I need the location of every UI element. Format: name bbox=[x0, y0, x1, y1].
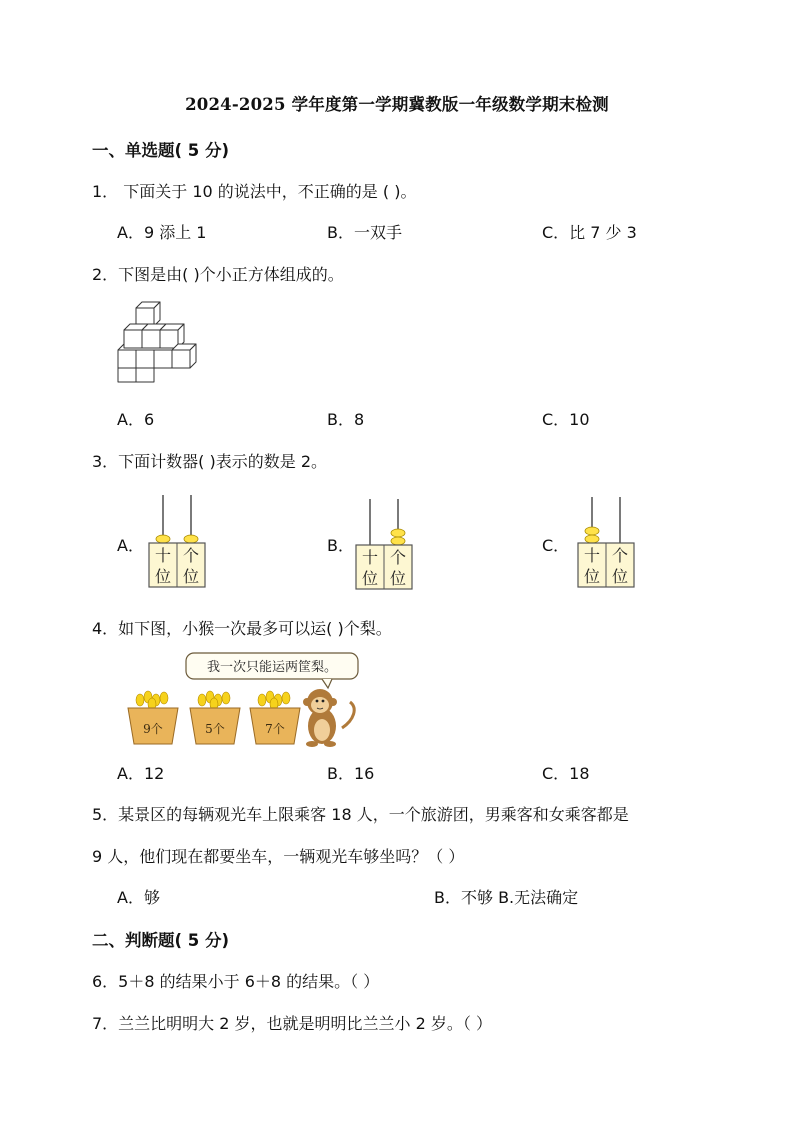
question-5-line-2: 9 人，他们现在都要坐车，一辆观光车够坐吗？（ ） bbox=[92, 847, 465, 866]
svg-text:7个: 7个 bbox=[265, 722, 285, 736]
question-3: 3．下面计数器( )表示的数是 2。 bbox=[92, 452, 328, 471]
question-6: 6．5＋8 的结果小于 6＋8 的结果。（ ） bbox=[92, 972, 380, 991]
q4-option-a: A．12 bbox=[117, 764, 165, 783]
monkey-baskets-figure bbox=[122, 650, 362, 750]
abacus-c bbox=[574, 495, 638, 591]
speech-text: 我一次只能运两筐梨。 bbox=[206, 660, 338, 675]
q2-option-b: B．8 bbox=[327, 410, 365, 429]
question-5-line-1: 5．某景区的每辆观光车上限乘客 18 人，一个旅游团，男乘客和女乘客都是 bbox=[92, 805, 629, 824]
ones-label-top: 个 bbox=[183, 546, 200, 565]
svg-text:位: 位 bbox=[584, 567, 601, 586]
question-2: 2．下图是由( )个小正方体组成的。 bbox=[92, 265, 344, 284]
q3-option-a: A． bbox=[117, 536, 144, 555]
svg-text:9个: 9个 bbox=[143, 722, 163, 736]
question-1: 1． 下面关于 10 的说法中，不正确的是 ( )。 bbox=[92, 182, 417, 201]
tens-label-top: 十 bbox=[155, 546, 172, 565]
cube-stack-figure bbox=[112, 296, 202, 388]
monkey-icon bbox=[303, 689, 354, 747]
svg-text:位: 位 bbox=[362, 569, 379, 588]
q2-option-c: C．10 bbox=[542, 410, 590, 429]
svg-text:位: 位 bbox=[612, 567, 629, 586]
q4-option-b: B．16 bbox=[327, 764, 375, 783]
svg-text:十: 十 bbox=[584, 546, 601, 565]
svg-text:个: 个 bbox=[390, 548, 407, 567]
q2-option-a: A．6 bbox=[117, 410, 155, 429]
svg-text:位: 位 bbox=[390, 569, 407, 588]
q5-option-a: A．够 bbox=[117, 888, 160, 907]
abacus-a bbox=[145, 493, 209, 589]
ones-label-bottom: 位 bbox=[183, 567, 200, 586]
basket-2 bbox=[190, 691, 240, 744]
q1-option-b: B．一双手 bbox=[327, 223, 402, 242]
svg-text:5个: 5个 bbox=[205, 722, 225, 736]
page-title: 2024-2025 学年度第一学期冀教版一年级数学期末检测 bbox=[185, 95, 609, 114]
question-4: 4．如下图，小猴一次最多可以运( )个梨。 bbox=[92, 619, 392, 638]
svg-text:十: 十 bbox=[362, 548, 379, 567]
q3-option-c: C． bbox=[542, 536, 570, 555]
abacus-b bbox=[352, 497, 416, 593]
question-7: 7．兰兰比明明大 2 岁，也就是明明比兰兰小 2 岁。（ ） bbox=[92, 1014, 492, 1033]
tens-label-bottom: 位 bbox=[155, 567, 172, 586]
q4-option-c: C．18 bbox=[542, 764, 590, 783]
q1-option-a: A．9 添上 1 bbox=[117, 223, 207, 242]
section-heading-choice: 一、单选题( 5 分) bbox=[92, 141, 230, 160]
basket-3 bbox=[250, 691, 300, 744]
q3-option-b: B． bbox=[327, 536, 354, 555]
svg-text:个: 个 bbox=[612, 546, 629, 565]
q1-option-c: C．比 7 少 3 bbox=[542, 223, 637, 242]
q5-option-b: B．不够 B.无法确定 bbox=[434, 888, 579, 907]
basket-1 bbox=[128, 691, 178, 744]
section-heading-judgment: 二、判断题( 5 分) bbox=[92, 931, 230, 950]
